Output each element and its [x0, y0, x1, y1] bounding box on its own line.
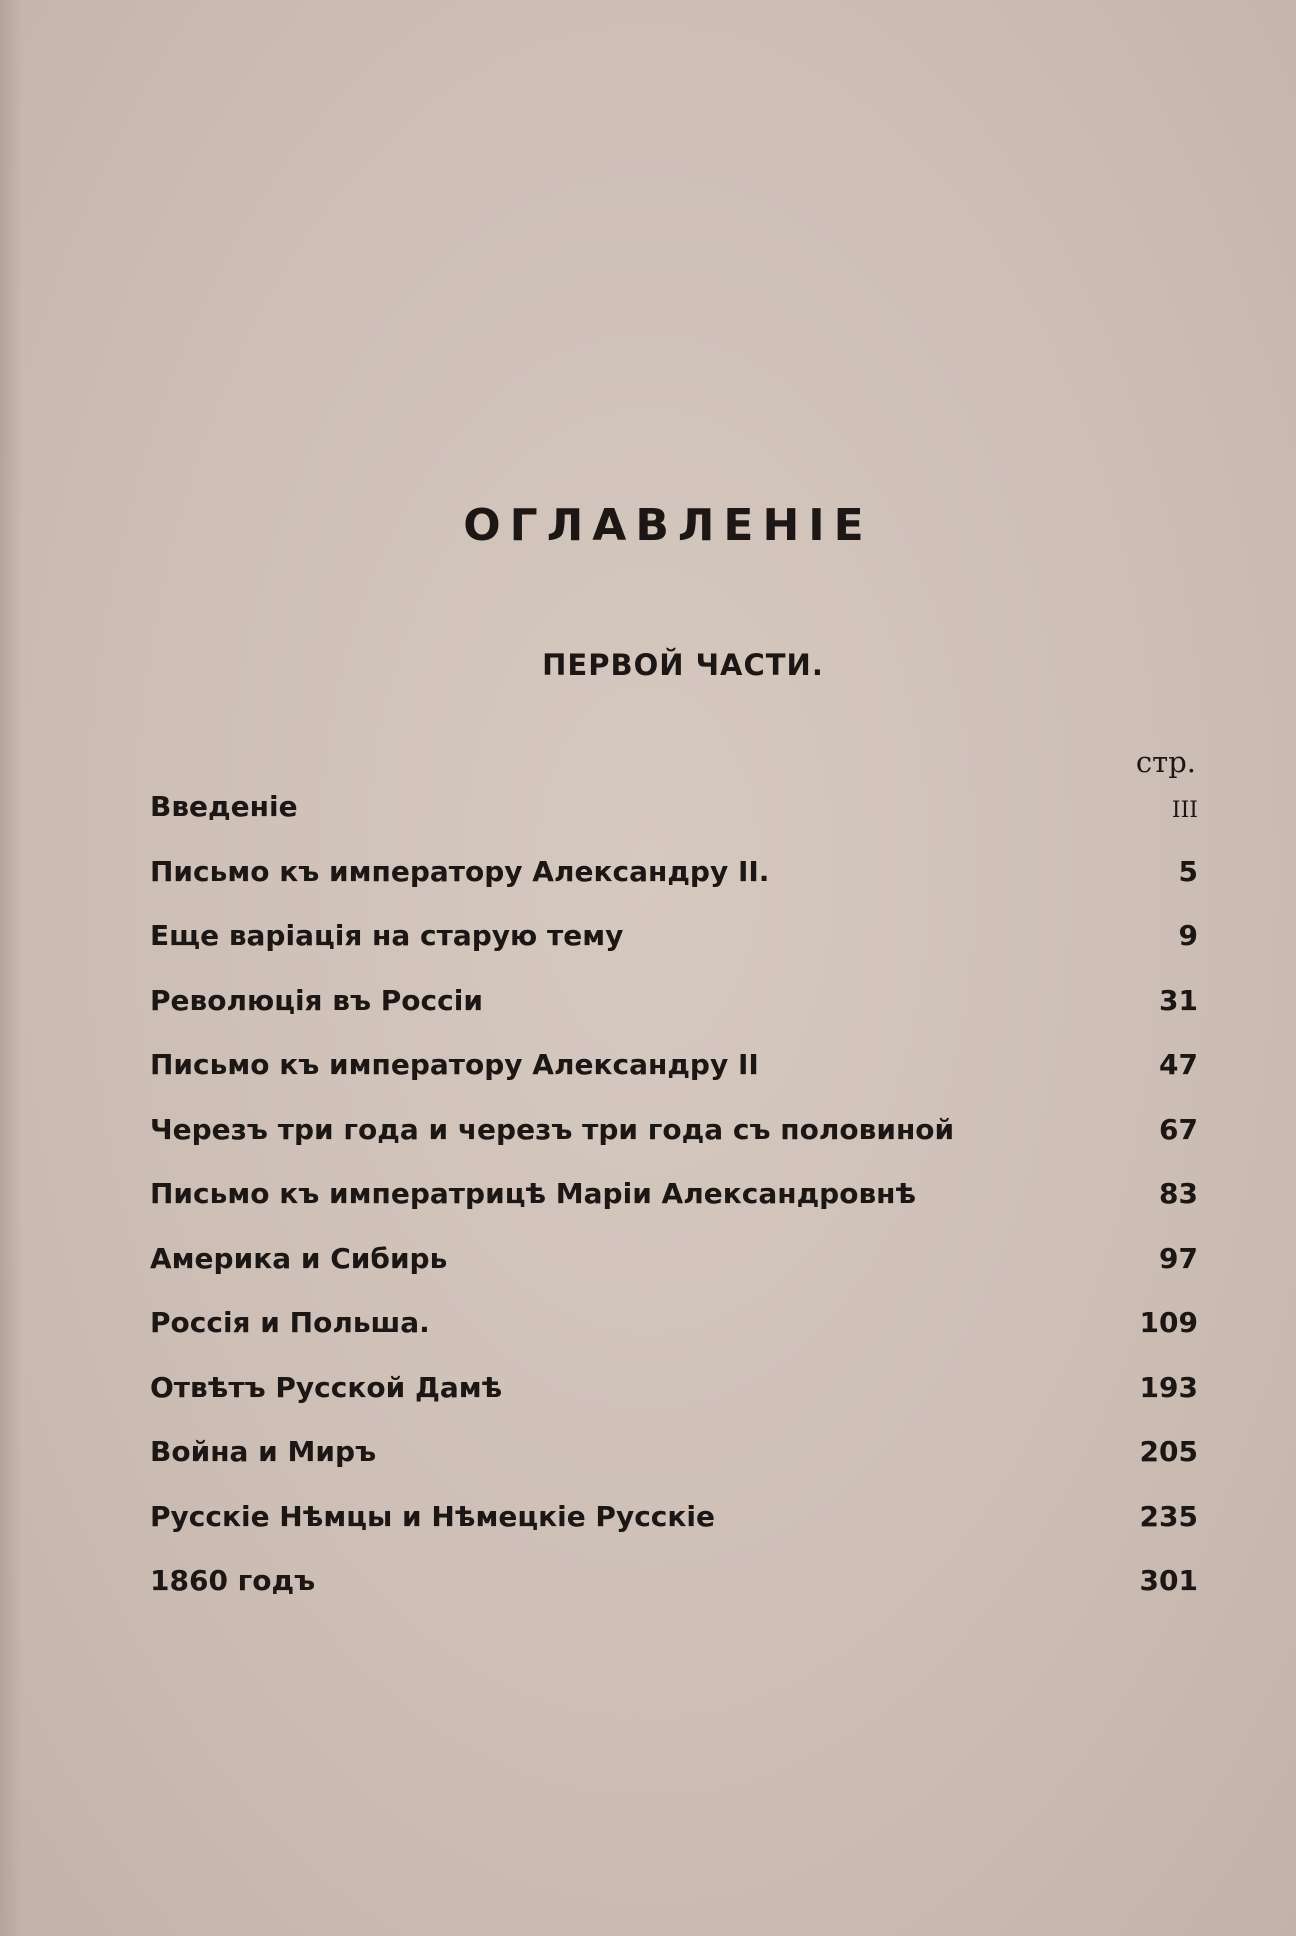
- toc-entry-title: Отвѣтъ Русской Дамѣ: [150, 1370, 503, 1404]
- toc-dot-leader: [516, 1368, 1131, 1370]
- page-column-label: стр.: [1135, 745, 1196, 779]
- table-of-contents: [150, 787, 1198, 1626]
- toc-entry-page: 9: [1178, 919, 1198, 952]
- toc-entry-title: Введеніе: [150, 790, 298, 823]
- toc-entry: [150, 916, 1198, 981]
- toc-dot-leader: [329, 1561, 1131, 1563]
- toc-dot-leader: [312, 787, 1132, 789]
- toc-dot-leader: [497, 981, 1132, 983]
- toc-entry-page: III: [1171, 798, 1198, 823]
- toc-entry-page: 301: [1139, 1564, 1198, 1597]
- toc-dot-leader: [729, 1497, 1132, 1499]
- toc-dot-leader: [783, 852, 1132, 854]
- toc-entry: [150, 1368, 1198, 1433]
- toc-entry: [150, 981, 1198, 1046]
- toc-entry-title: Революція въ Россіи: [150, 983, 483, 1017]
- toc-entry: [150, 1561, 1198, 1626]
- toc-entry: [150, 1303, 1198, 1368]
- toc-entry-page: 83: [1159, 1177, 1198, 1210]
- toc-dot-leader: [637, 916, 1132, 918]
- toc-entry: [150, 1045, 1198, 1110]
- toc-entry: [150, 1174, 1198, 1239]
- toc-entry-page: 31: [1159, 983, 1198, 1017]
- toc-entry-title: Еще варіація на старую тему: [150, 919, 624, 952]
- toc-dot-leader: [930, 1174, 1132, 1176]
- toc-entry-title: Черезъ три года и черезъ три года съ половиной: [150, 1112, 955, 1146]
- toc-entry-page: 5: [1178, 854, 1198, 888]
- toc-dot-leader: [444, 1303, 1132, 1305]
- toc-entry: [150, 1239, 1198, 1304]
- toc-entry-title: Америка и Сибирь: [150, 1241, 448, 1275]
- toc-entry-title: Русскіе Нѣмцы и Нѣмецкіе Русскіе: [150, 1499, 715, 1533]
- toc-entry: [150, 787, 1198, 852]
- toc-entry-page: 67: [1159, 1112, 1198, 1146]
- toc-entry-title: Россія и Польша.: [150, 1306, 430, 1339]
- toc-entry-title: Письмо къ императору Александру II: [150, 1048, 759, 1081]
- toc-entry-page: 109: [1139, 1306, 1198, 1339]
- toc-entry: [150, 1497, 1198, 1562]
- toc-dot-leader: [461, 1239, 1132, 1241]
- page-gutter-shadow: [0, 0, 22, 1936]
- toc-entry-title: Письмо къ императрицѣ Маріи Александровнѣ: [150, 1177, 917, 1210]
- toc-entry-title: Письмо къ императору Александру II.: [150, 854, 770, 888]
- toc-entry-title: Война и Миръ: [150, 1435, 377, 1468]
- page-title: ОГЛАВЛЕНІЕ: [463, 500, 873, 551]
- toc-dot-leader: [773, 1045, 1132, 1047]
- toc-entry-page: 205: [1139, 1435, 1198, 1468]
- toc-dot-leader: [390, 1432, 1131, 1434]
- toc-entry: [150, 852, 1198, 917]
- toc-entry: [150, 1432, 1198, 1497]
- toc-entry-title: 1860 годъ: [150, 1564, 316, 1597]
- toc-entry-page: 193: [1139, 1370, 1198, 1404]
- toc-entry-page: 97: [1159, 1241, 1198, 1275]
- page-subtitle: ПЕРВОЙ ЧАСТИ.: [542, 648, 824, 682]
- toc-dot-leader: [968, 1110, 1132, 1112]
- toc-entry-page: 47: [1159, 1048, 1198, 1081]
- toc-entry: [150, 1110, 1198, 1175]
- toc-entry-page: 235: [1139, 1499, 1198, 1533]
